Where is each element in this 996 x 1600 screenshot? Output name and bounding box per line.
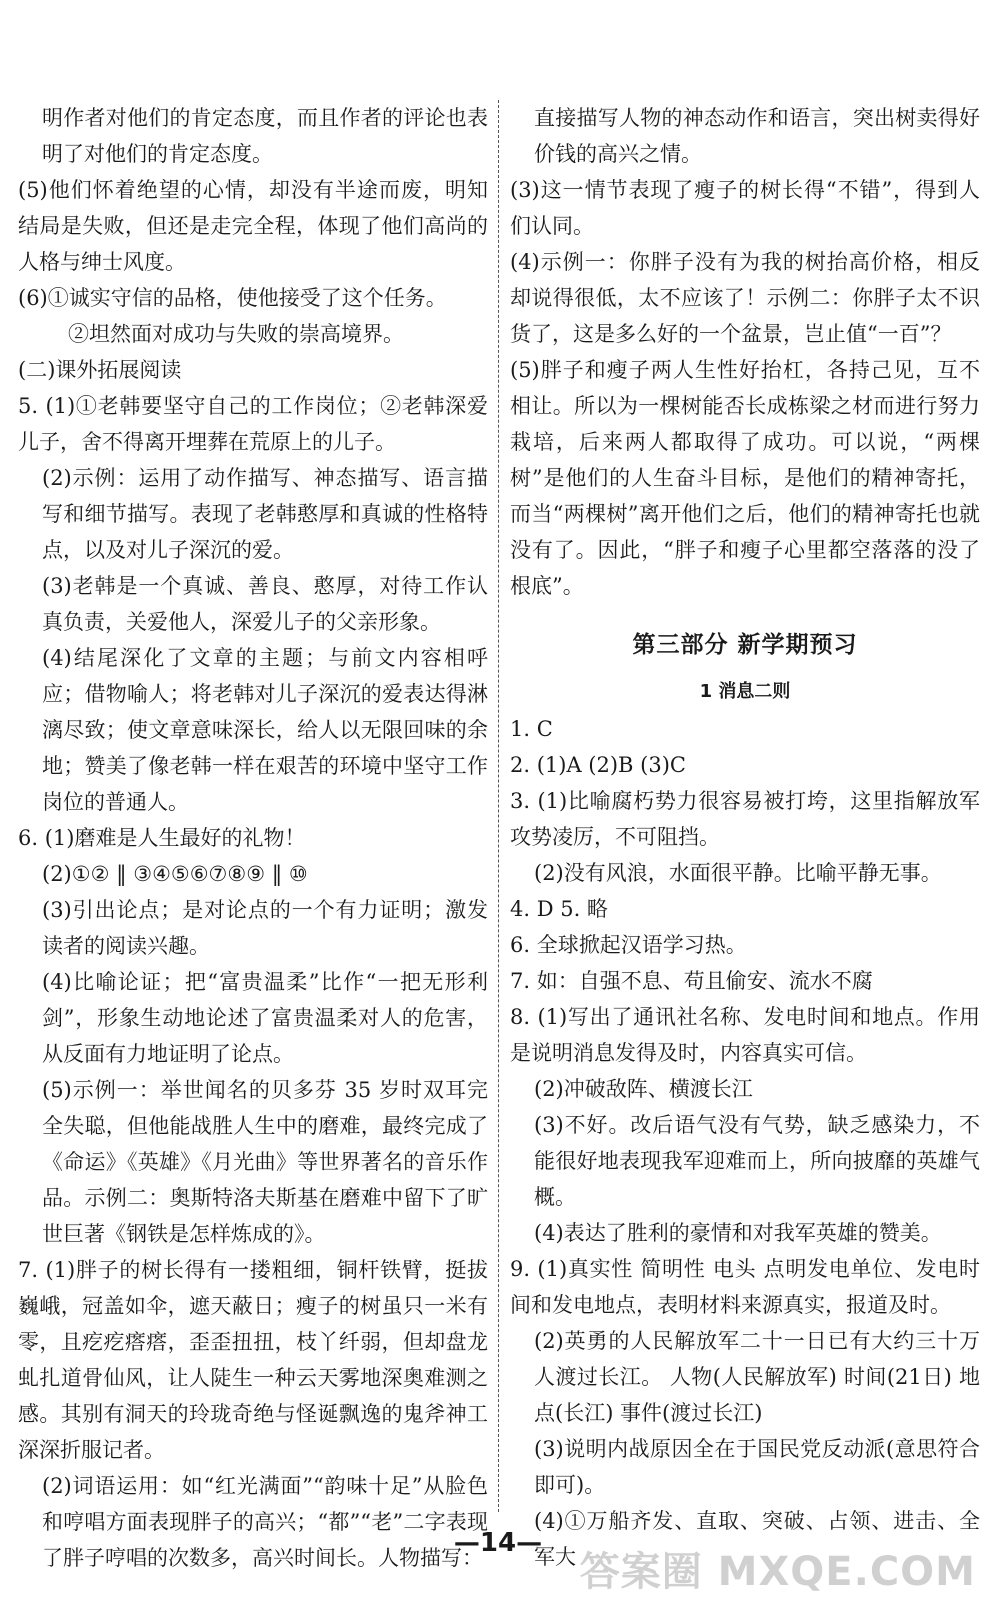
answer-paragraph: (3)引出论点；是对论点的一个有力证明；激发读者的阅读兴趣。 [42,898,488,958]
answer-paragraph: 明作者对他们的肯定态度，而且作者的评论也表明了对他们的肯定态度。 [42,106,488,166]
answer-paragraph: ②坦然面对成功与失败的崇高境界。 [68,322,404,346]
answer-paragraph: 1. C [510,717,553,741]
answer-paragraph: 7. 如：自强不息、苟且偷安、流水不腐 [510,969,873,993]
answer-paragraph: (3)老韩是一个真诚、善良、憨厚，对待工作认真负责，关爱他人，深爱儿子的父亲形象。 [42,574,488,634]
left-column [18,100,488,1576]
section-title: 第三部分 新学期预习 [632,632,858,658]
answer-paragraph: 2. (1)A (2)B (3)C [510,753,686,777]
answer-paragraph: 6. 全球掀起汉语学习热。 [510,933,747,957]
answer-paragraph: (5)他们怀着绝望的心情，却没有半途而废，明知结局是失败，但还是走完全程，体现了他们高尚的人格与绅士风度。 [18,178,488,274]
answer-paragraph: (3)这一情节表现了瘦子的树长得“不错”，得到人们认同。 [510,178,980,238]
answer-paragraph: 9. (1)真实性 简明性 电头 点明发电单位、发电时间和发电地点，表明材料来源真实，报道及时。 [510,1257,980,1317]
lesson-title: 1 消息二则 [699,681,791,702]
subsection-heading: (二)课外拓展阅读 [18,358,182,382]
answer-paragraph: (3)不好。改后语气没有气势，缺乏感染力，不能很好地表现我军迎难而上，所向披靡的英雄气概。 [534,1113,980,1209]
answer-paragraph: (4)比喻论证；把“富贵温柔”比作“一把无形利剑”，形象生动地论述了富贵温柔对人的危害，从反面有力地证明了论点。 [42,970,488,1066]
watermark-logo: 答案圈 MXQE.COM [579,1549,976,1595]
answer-paragraph: 3. (1)比喻腐朽势力很容易被打垮，这里指解放军攻势凌厉，不可阻挡。 [510,789,980,849]
answer-paragraph: (6)①诚实守信的品格，使他接受了这个任务。 [18,286,447,310]
right-column [510,100,980,1575]
answer-paragraph: (2)①② ‖ ③④⑤⑥⑦⑧⑨ ‖ ⑩ [42,862,308,886]
answer-paragraph: (2)词语运用：如“红光满面”“韵味十足”从脸色和哼唱方面表现胖子的高兴；“都”“老”二字表现了胖子哼唱的次数多，高兴时间长。人物描写： [42,1474,488,1570]
answer-paragraph: (2)冲破敌阵、横渡长江 [534,1077,753,1101]
answer-paragraph: (5)胖子和瘦子两人生性好抬杠，各持己见，互不相让。所以为一棵树能否长成栋梁之材而进行努力栽培，后来两人都取得了成功。可以说，“两棵树”是他们的人生奋斗目标，是他们的精神寄托，而当“两棵树”离开他们之后，他们的精神寄托也就没有了。因此，“胖子和瘦子心里都空落落的没了根底”。 [510,358,980,598]
answer-paragraph: 7. (1)胖子的树长得有一搂粗细，铜杆铁臂，挺拔巍峨，冠盖如伞，遮天蔽日；瘦子的树虽只一米有零，且疙疙瘩瘩，歪歪扭扭，枝丫纤弱，但却盘龙虬扎道骨仙风，让人陡生一种云天雾地深奥难测之感。其别有洞天的玲珑奇绝与怪诞飘逸的鬼斧神工深深折服记者。 [18,1258,488,1462]
answer-paragraph: (2)示例：运用了动作描写、神态描写、语言描写和细节描写。表现了老韩憨厚和真诚的性格特点，以及对儿子深沉的爱。 [42,466,488,562]
answer-paragraph: 直接描写人物的神态动作和语言，突出树卖得好价钱的高兴之情。 [534,106,980,166]
answer-paragraph: (2)英勇的人民解放军二十一日已有大约三十万人渡过长江。 人物(人民解放军) 时间(21日) 地点(长江) 事件(渡过长江) [534,1329,980,1425]
column-divider [498,100,499,1512]
answer-paragraph: (3)说明内战原因全在于国民党反动派(意思符合即可)。 [534,1437,980,1497]
answer-paragraph: 5. (1)①老韩要坚守自己的工作岗位；②老韩深爱儿子，舍不得离开埋葬在荒原上的儿子。 [18,394,488,454]
answer-paragraph: (2)没有风浪，水面很平静。比喻平静无事。 [534,861,942,885]
answer-paragraph: 8. (1)写出了通讯社名称、发电时间和地点。作用是说明消息发得及时，内容真实可信。 [510,1005,980,1065]
answer-paragraph: (4)结尾深化了文章的主题；与前文内容相呼应；借物喻人；将老韩对儿子深沉的爱表达得淋漓尽致；使文章意味深长，给人以无限回味的余地；赞美了像老韩一样在艰苦的环境中坚守工作岗位的普通人。 [42,646,488,814]
answer-paragraph: (5)示例一：举世闻名的贝多芬 35 岁时双耳完全失聪，但他能战胜人生中的磨难，最终完成了《命运》《英雄》《月光曲》等世界著名的音乐作品。示例二：奥斯特洛夫斯基在磨难中留下了旷世巨著《钢铁是怎样炼成的》。 [42,1078,488,1246]
answer-paragraph: (4)示例一：你胖子没有为我的树抬高价格，相反却说得很低，太不应该了！示例二：你胖子太不识货了，这是多么好的一个盆景，岂止值“一百”？ [510,250,980,346]
answer-paragraph: 6. (1)磨难是人生最好的礼物！ [18,826,306,850]
page-number: —14— [453,1528,543,1558]
answer-paragraph: (4)表达了胜利的豪情和对我军英雄的赞美。 [534,1221,942,1245]
answer-paragraph: 4. D 5. 略 [510,897,608,921]
answer-paragraph: (4)①万船齐发、直取、突破、占领、进击、全军大 [534,1509,980,1569]
